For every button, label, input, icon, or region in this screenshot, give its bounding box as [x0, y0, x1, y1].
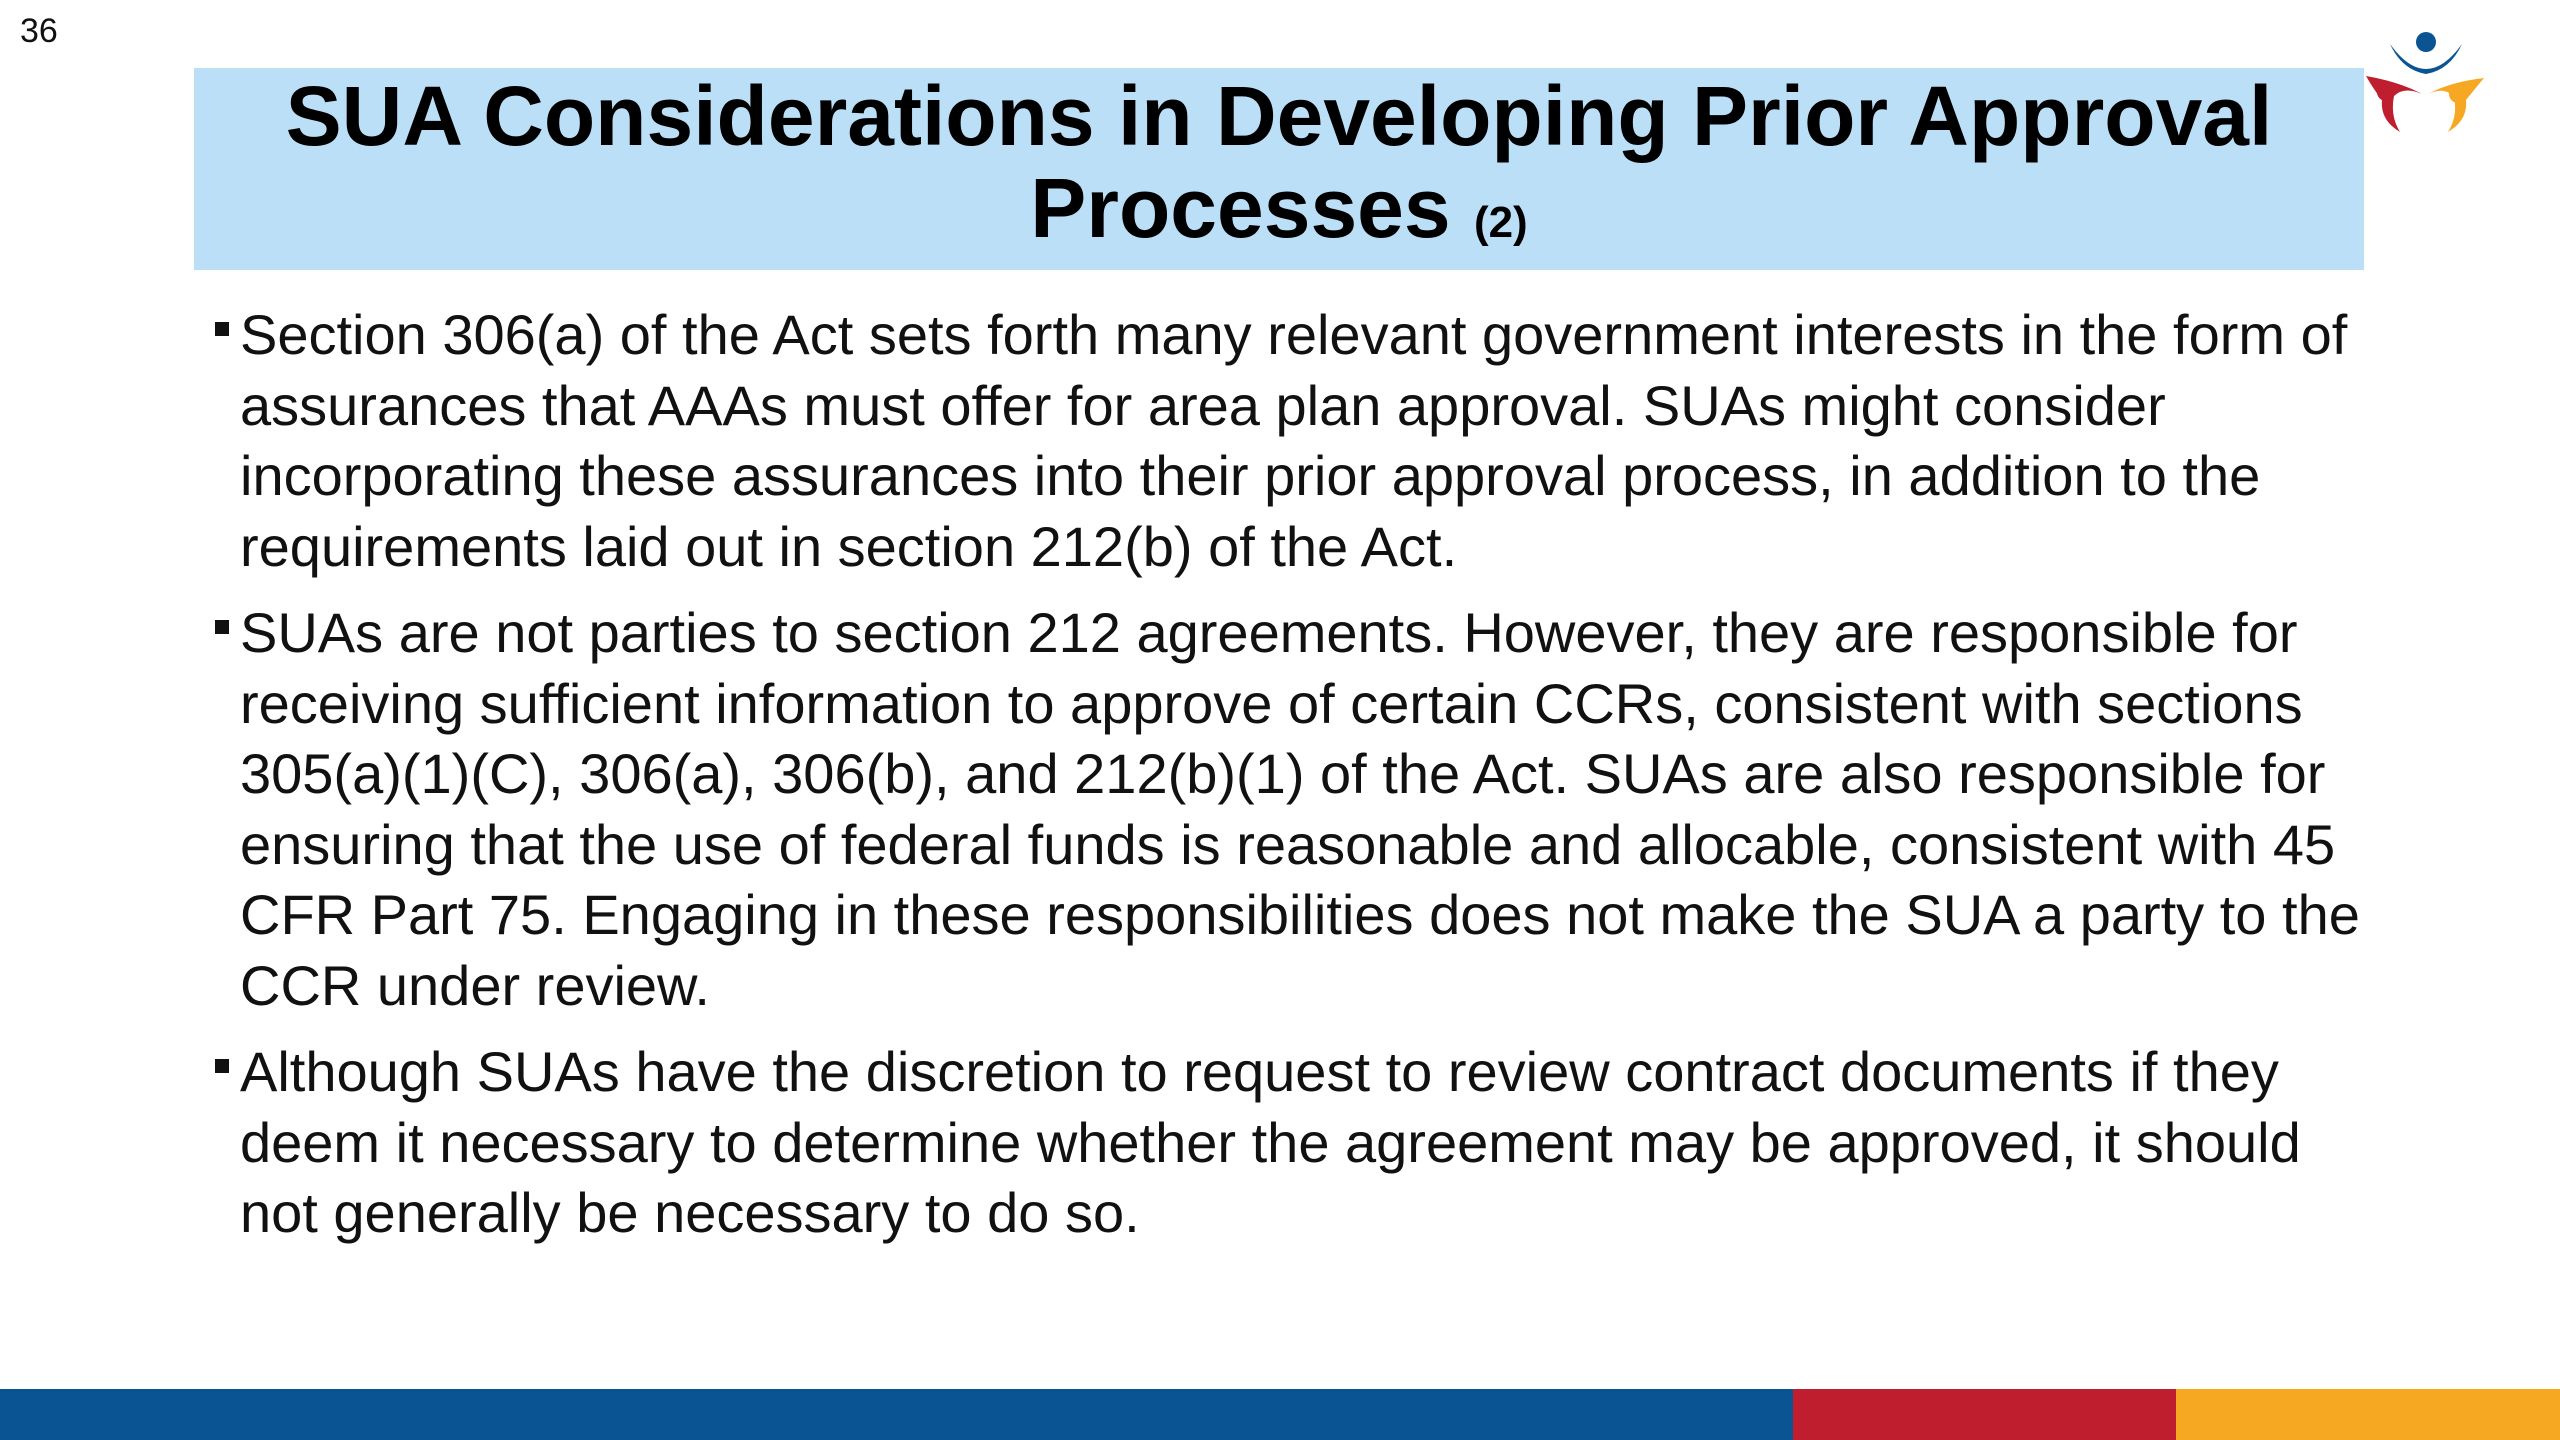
slide-title [194, 70, 2364, 269]
slide-title-main: SUA Considerations in Developing Prior Approval Processes [285, 68, 2273, 255]
people-figures-logo-icon [2360, 24, 2490, 136]
bullet-text: Section 306(a) of the Act sets forth many relevant government interests in the form of assurances that AAAs must offer for area plan approval. SUAs might consider incorporating these assurances into their prior approval process, in addition to the requirements laid out in section 212(b) of the Act. [240, 303, 2348, 578]
bullet-item [215, 598, 2365, 1021]
bullet-text: Although SUAs have the discretion to request to review contract documents if they deem it necessary to determine whether the agreement may be approved, it should not generally be necessary to do so. [240, 1040, 2301, 1244]
footer-orange-segment [2176, 1389, 2560, 1440]
bullet-text: SUAs are not parties to section 212 agreements. However, they are responsible for receiving sufficient information to approve of certain CCRs, consistent with sections 305(a)(1)(C), 306(a), 306(b), and 212(b)(1) of the Act. SUAs are also responsible for ensuring that the use of federal funds is reasonable and allocable, consistent with 45 CFR Part 75. Engaging in these responsibilities does not make the SUA a party to the CCR under review. [240, 601, 2360, 1017]
slide-title-suffix: (2) [1473, 197, 1528, 247]
footer-red-segment [1793, 1389, 2176, 1440]
square-bullet-icon [215, 620, 229, 634]
title-band [194, 68, 2364, 270]
bullet-item [215, 1037, 2365, 1249]
bullet-list [215, 300, 2365, 1265]
slide-number: 36 [20, 12, 58, 50]
bullet-item [215, 300, 2365, 582]
square-bullet-icon [215, 1059, 229, 1073]
square-bullet-icon [215, 322, 229, 336]
footer-color-bar [0, 1389, 2560, 1440]
footer-blue-segment [0, 1389, 1793, 1440]
